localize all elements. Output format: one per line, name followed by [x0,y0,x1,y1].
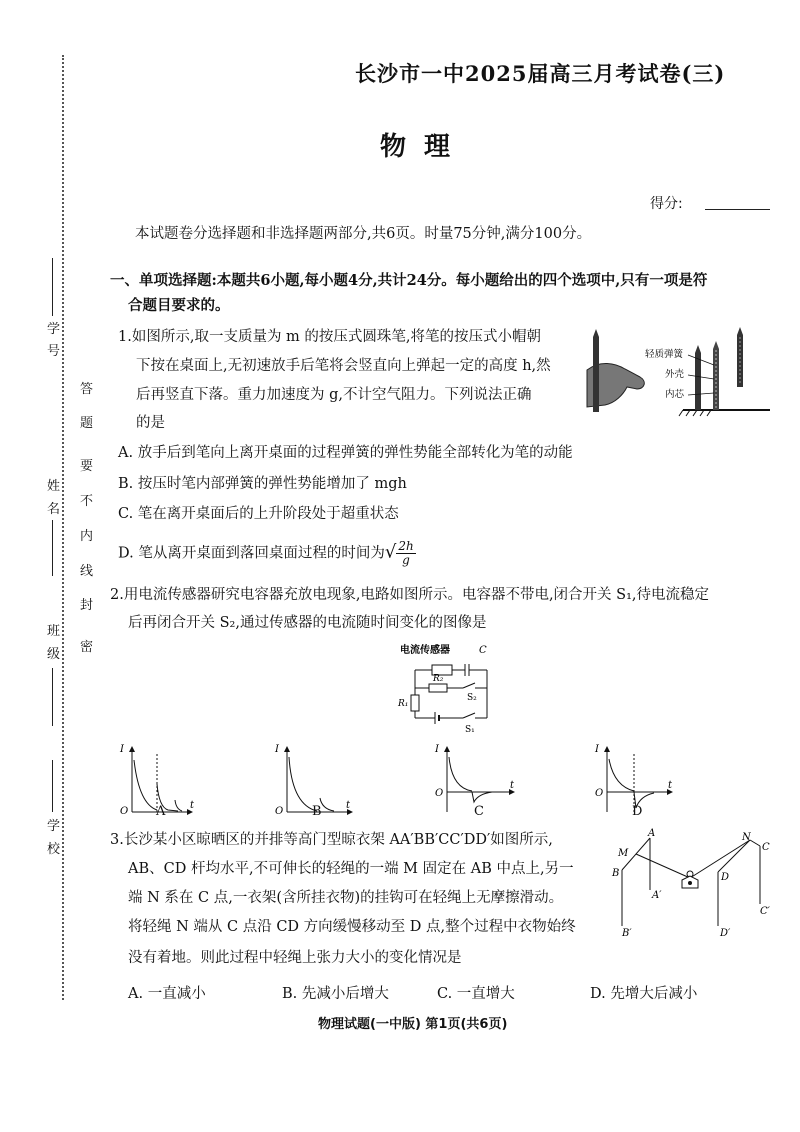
graph-label-b: B [312,804,322,819]
binding-label: 号 [47,344,61,359]
svg-text:C: C [762,842,770,853]
q3-stem-line: 将轻绳 N 端从 C 点沿 CD 方向缓慢移动至 D 点,整个过程中衣物始终 [128,919,576,935]
svg-text:O: O [275,806,284,817]
q1-stem-line: 1.如图所示,取一支质量为 m 的按压式圆珠笔,将笔的按压式小帽朝 [118,329,542,345]
score-label: 得分: [650,196,683,212]
graph-c [434,744,515,812]
class-blank [52,668,53,726]
svg-text:N: N [742,832,751,843]
s2-label: S₂ [467,693,477,703]
binding-label: 姓 [47,479,61,494]
q3-option-a: A. 一直减小 [128,986,206,1002]
svg-text:B′: B′ [622,928,632,938]
q3-option-d: D. 先增大后减小 [590,986,698,1002]
q1-stem-line: 下按在桌面上,无初速放手后笔将会竖直向上弹起一定的高度 h,然 [136,358,551,374]
q2-stem-line: 2.用电流传感器研究电容器充放电现象,电路如图所示。电容器不带电,闭合开关 S₁,待电流稳定 [110,587,710,603]
section-heading: 一、单项选择题:本题共6小题,每小题4分,共计24分。每小题给出的四个选项中,只有一项是符 [110,272,708,289]
binding-dotted-line [62,55,64,1000]
graph-label-d: D [632,804,643,819]
svg-text:t: t [668,780,673,791]
q1-option-c: C. 笔在离开桌面后的上升阶段处于超重状态 [118,506,399,522]
svg-text:D: D [721,872,730,883]
svg-text:B: B [612,868,620,879]
q2-stem-line: 后再闭合开关 S₂,通过传感器的电流随时间变化的图像是 [128,615,487,631]
seal-char: 答 [80,382,94,397]
binding-label: 校 [47,842,61,857]
svg-text:I: I [435,744,439,755]
svg-text:A: A [648,828,656,839]
q3-option-c: C. 一直增大 [437,986,515,1002]
seal-char: 线 [80,564,94,579]
seal-char: 密 [80,640,94,655]
seal-char: 要 [80,459,94,474]
q1-option-b: B. 按压时笔内部弹簧的弹性势能增加了 mgh [118,476,407,492]
svg-text:I: I [120,744,124,755]
clothes-rack-figure [610,828,790,938]
q1-option-d-text: D. 笔从离开桌面到落回桌面过程的时间为 [118,545,385,562]
student-number-blank [52,258,53,316]
seal-char: 封 [80,598,94,613]
exam-title: 长沙市一中2025届高三月考试卷(三) [355,61,726,86]
it-graphs [112,742,712,822]
q1-option-d: D. 笔从离开桌面到落回桌面过程的时间为√ $\frac{2h}{g}$ [118,539,414,567]
q3-stem-line: 没有着地。则此过程中轻绳上张力大小的变化情况是 [128,950,462,966]
svg-text:t: t [190,800,195,811]
seal-char: 题 [80,416,94,431]
section-heading-cont: 合题目要求的。 [128,297,230,314]
page-footer: 物理试题(一中版) 第1页(共6页) [318,1017,508,1032]
spring-label: 轻质弹簧 [645,349,684,360]
sensor-label: 电流传感器 [400,645,450,656]
pen-figure [585,325,775,420]
binding-label: 班 [47,624,61,639]
graph-label-c: C [474,804,484,819]
seal-char: 不 [80,494,94,509]
r2-label: R₂ [433,674,444,684]
subject-title: 物理 [380,132,469,162]
q1-stem-line: 后再竖直下落。重力加速度为 g,不计空气阻力。下列说法正确 [136,387,532,403]
svg-text:I: I [275,744,279,755]
r1-label: R₁ [398,699,409,709]
svg-text:t: t [510,780,515,791]
q1-stem-line: 的是 [136,415,165,431]
q3-stem-line: 3.长沙某小区晾晒区的并排等高门型晾衣架 AA′BB′CC′DD′如图所示, [110,832,553,848]
s1-label: S₁ [465,725,475,735]
svg-text:t: t [346,800,351,811]
svg-text:O: O [120,806,129,817]
binding-label: 学 [47,322,61,337]
q3-option-b: B. 先减小后增大 [282,986,389,1002]
capacitor-label: C [479,645,487,656]
name-blank [52,520,53,576]
q1-option-a: A. 放手后到笔向上离开桌面的过程弹簧的弹性势能全部转化为笔的动能 [118,445,573,461]
core-label: 内芯 [665,389,685,400]
svg-text:A′: A′ [652,890,662,901]
svg-text:O: O [435,788,444,799]
score-blank [705,209,770,210]
sqrt-fraction: $\frac{2h}{g}$ [398,539,414,567]
q3-stem-line: AB、CD 杆均水平,不可伸长的轻绳的一端 M 固定在 AB 中点上,另一 [128,861,574,877]
binding-label: 名 [47,502,61,517]
svg-text:O: O [595,788,604,799]
binding-label: 学 [47,819,61,834]
svg-text:I: I [595,744,599,755]
intro-text: 本试题卷分选择题和非选择题两部分,共6页。时量75分钟,满分100分。 [135,226,592,242]
binding-label: 级 [47,647,61,662]
shell-label: 外壳 [665,369,685,380]
graph-label-a: A [156,804,166,819]
svg-text:M: M [618,848,629,859]
svg-text:D′: D′ [720,928,731,938]
seal-char: 内 [80,529,94,544]
school-blank [52,760,53,812]
circuit-diagram [395,640,505,735]
svg-text:C′: C′ [760,906,770,917]
q3-stem-line: 端 N 系在 C 点,一衣架(含所挂衣物)的挂钩可在轻绳上无摩擦滑动。 [128,890,564,906]
